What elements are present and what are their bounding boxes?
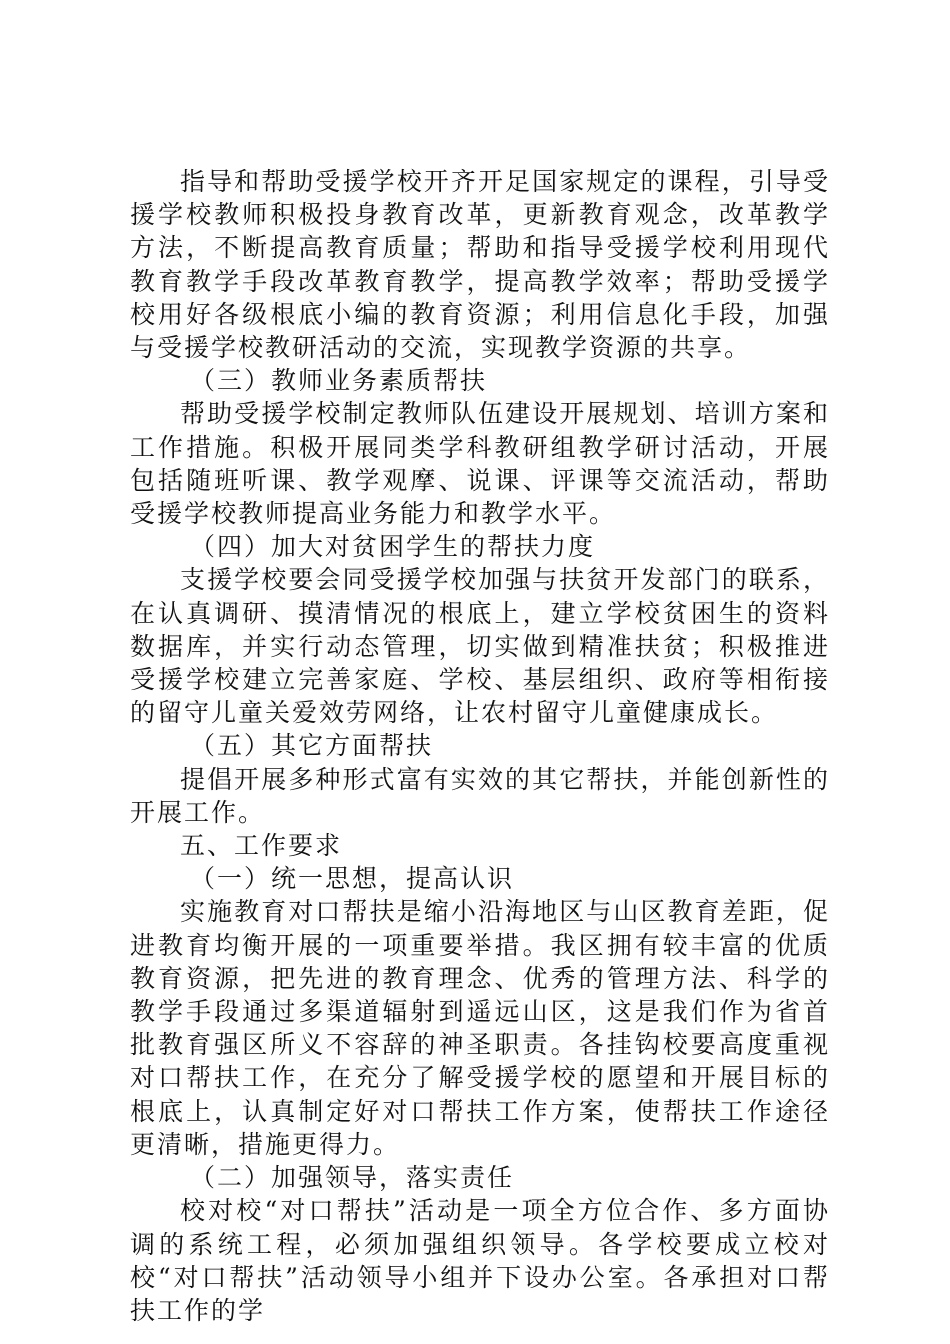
- heading-other-support: （五）其它方面帮扶: [190, 731, 434, 761]
- heading-strengthen-leadership: （二）加强领导，落实责任: [190, 1163, 515, 1193]
- paragraph-teacher-training: 帮助受援学校制定教师队伍建设开展规划、培训方案和工作措施。积极开展同类学科教研组教学研讨活动，开展包括随班听课、教学观摩、说课、评课等交流活动，帮助受援学校教师提高业务能力和教学水平。: [130, 399, 830, 529]
- paragraph-education-balance: 实施教育对口帮扶是缩小沿海地区与山区教育差距，促进教育均衡开展的一项重要举措。我区拥有较丰富的优质教育资源，把先进的教育理念、优秀的管理方法、科学的教学手段通过多渠道辐射到遥远山区，这是我们作为省首批教育强区所义不容辞的神圣职责。各挂钩校要高度重视对口帮扶工作，在充分了解受援学校的愿望和开展目标的根底上，认真制定好对口帮扶工作方案，使帮扶工作途径更清晰，措施更得力。: [130, 897, 830, 1159]
- paragraph-other-support: 提倡开展多种形式富有实效的其它帮扶，并能创新性的开展工作。: [130, 764, 830, 827]
- heading-teacher-quality-support: （三）教师业务素质帮扶: [190, 366, 488, 396]
- heading-unify-thinking: （一）统一思想，提高认识: [190, 864, 515, 894]
- paragraph-poverty-alleviation: 支援学校要会同受援学校加强与扶贫开发部门的联系，在认真调研、摸清情况的根底上，建立学校贫困生的资料数据库，并实行动态管理，切实做到精准扶贫；积极推进受援学校建立完善家庭、学校、基层组织、政府等相衔接的留守儿童关爱效劳网络，让农村留守儿童健康成长。: [130, 565, 830, 728]
- paragraph-teaching-guidance: 指导和帮助受援学校开齐开足国家规定的课程，引导受援学校教师积极投身教育改革，更新教育观念，改革教学方法，不断提高教育质量；帮助和指导受援学校利用现代教育教学手段改革教育教学，提高教学效率；帮助受援学校用好各级根底小编的教育资源；利用信息化手段，加强与受援学校教研活动的交流，实现教学资源的共享。: [130, 167, 830, 363]
- paragraph-leadership-group: 校对校“对口帮扶”活动是一项全方位合作、多方面协调的系统工程，必须加强组织领导。各学校要成立校对校“对口帮扶”活动领导小组并下设办公室。各承担对口帮扶工作的学: [130, 1196, 830, 1325]
- heading-work-requirements: 五、工作要求: [180, 831, 343, 861]
- heading-poor-student-support: （四）加大对贫困学生的帮扶力度: [190, 532, 596, 562]
- document-page: [130, 165, 830, 1327]
